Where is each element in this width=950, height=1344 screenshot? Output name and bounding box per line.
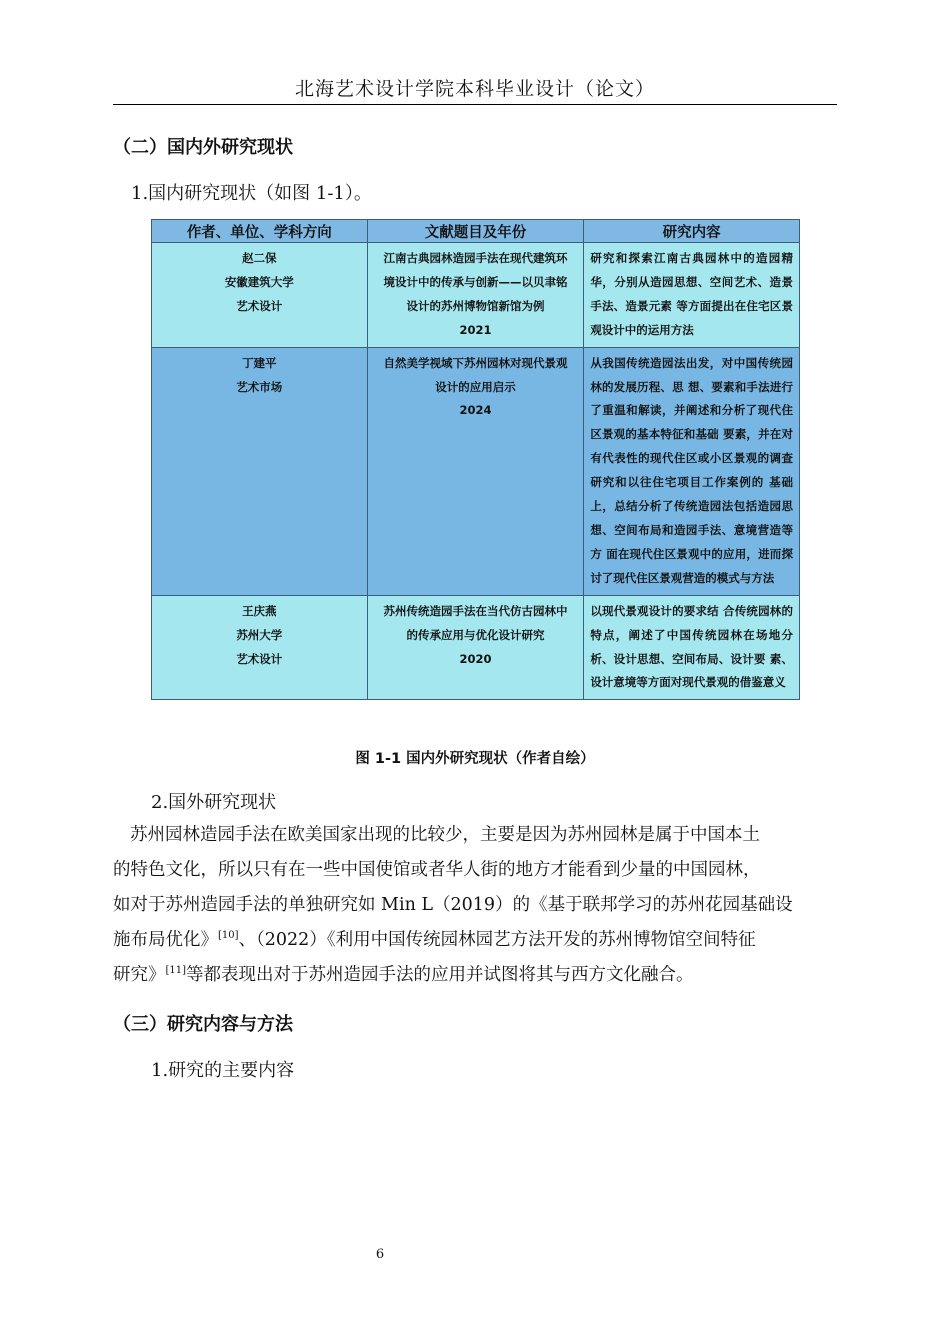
title-line: 自然美学视域下苏州园林对现代景观 (383, 355, 568, 370)
title-year: 2021 (459, 322, 492, 337)
paragraph-text: 施布局优化》 (113, 930, 218, 950)
title-year: 2020 (459, 651, 492, 666)
paragraph-line (113, 958, 837, 993)
column-header: 作者、单位、学科方向 (152, 220, 368, 243)
content-cell: 研究和探索江南古典园林中的造园精华，分别从造园思想、空间艺术、造景手法、造景元素 等方面提出在住宅区景观设计中的运用方法 (584, 243, 800, 348)
page-header-title: 北海艺术设计学院本科毕业设计（论文） (294, 78, 655, 100)
content-cell: 从我国传统造园法出发，对中国传统园林的发展历程、思 想、要素和手法进行了重温和解读，并阐述和分析了现代住区景观的基本特征和基础 要素，并在对有代表性的现代住区或小区景观的调查研究和以往住宅项目工作案例的 基础上，总结分析了传统造园法包括造园思想、空间布局和造园手法、意境营造等方 面在现代住区景观中的应用，进而探讨了现代住区景观营造的模式与方法 (584, 347, 800, 595)
subheading-foreign: 2.国外研究现状 (151, 792, 277, 813)
subheading-main-content: 1.研究的主要内容 (151, 1060, 295, 1081)
author-name: 丁建平 (242, 355, 277, 370)
author-discipline: 艺术设计 (236, 298, 283, 313)
page-number: 6 (375, 1247, 385, 1262)
author-unit: 艺术市场 (236, 379, 283, 394)
author-discipline: 艺术设计 (236, 651, 283, 666)
title-line: 设计的苏州博物馆新馆为例 (406, 298, 545, 313)
header-rule (113, 104, 837, 105)
title-line: 境设计中的传承与创新——以贝聿铭 (383, 274, 568, 289)
title-line: 设计的应用启示 (435, 379, 516, 394)
table-row (152, 595, 800, 700)
table-header-row (152, 220, 800, 243)
citation-ref: [11] (165, 965, 187, 976)
section-heading-2: （二）国内外研究现状 (113, 137, 293, 158)
title-year: 2024 (459, 403, 492, 418)
paragraph-text: 、（2022）《利用中国传统园林园艺方法开发的苏州博物馆空间特征 (238, 930, 756, 950)
title-line: 江南古典园林造园手法在现代建筑环 (383, 251, 568, 265)
title-cell (367, 595, 584, 700)
author-cell (152, 347, 368, 595)
author-unit: 苏州大学 (236, 627, 283, 642)
body-paragraph (113, 818, 837, 993)
paragraph-text: 等都表现出对于苏州造园手法的应用并试图将其与西方文化融合。 (186, 965, 694, 985)
author-cell (152, 595, 368, 700)
paragraph-line (113, 923, 837, 958)
title-line: 的传承应用与优化设计研究 (406, 627, 545, 642)
column-header: 研究内容 (584, 220, 800, 243)
table-row (152, 243, 800, 348)
title-cell (367, 243, 584, 348)
figure-caption: 图 1-1 国内外研究现状（作者自绘） (355, 751, 595, 767)
section-heading-3: （三）研究内容与方法 (113, 1014, 293, 1035)
table-row (152, 347, 800, 595)
subheading-domestic: 1.国内研究现状（如图 1-1）。 (131, 183, 372, 204)
author-name: 赵二保 (242, 251, 277, 265)
paragraph-line: 如对于苏州造园手法的单独研究如 Min L（2019）的《基于联邦学习的苏州花园基础设 (113, 895, 793, 915)
paragraph-text: 研究》 (113, 965, 166, 985)
content-cell: 以现代景观设计的要求结 合传统园林的特点，阐述了中国传统园林在场地分析、设计思想、空间布局、设计要 素、设计意境等方面对现代景观的借鉴意义 (584, 595, 800, 700)
title-cell (367, 347, 584, 595)
author-cell (152, 243, 368, 348)
author-name: 王庆燕 (242, 603, 277, 618)
paragraph-line: 苏州园林造园手法在欧美国家出现的比较少，主要是因为苏州园林是属于中国本土 (130, 825, 760, 845)
column-header: 文献题目及年份 (367, 220, 584, 243)
paragraph-line: 的特色文化，所以只有在一些中国使馆或者华人街的地方才能看到少量的中国园林， (113, 860, 761, 880)
author-unit: 安徽建筑大学 (224, 274, 294, 289)
title-line: 苏州传统造园手法在当代仿古园林中 (383, 603, 568, 618)
citation-ref: [10] (218, 930, 239, 941)
research-table (151, 219, 800, 700)
